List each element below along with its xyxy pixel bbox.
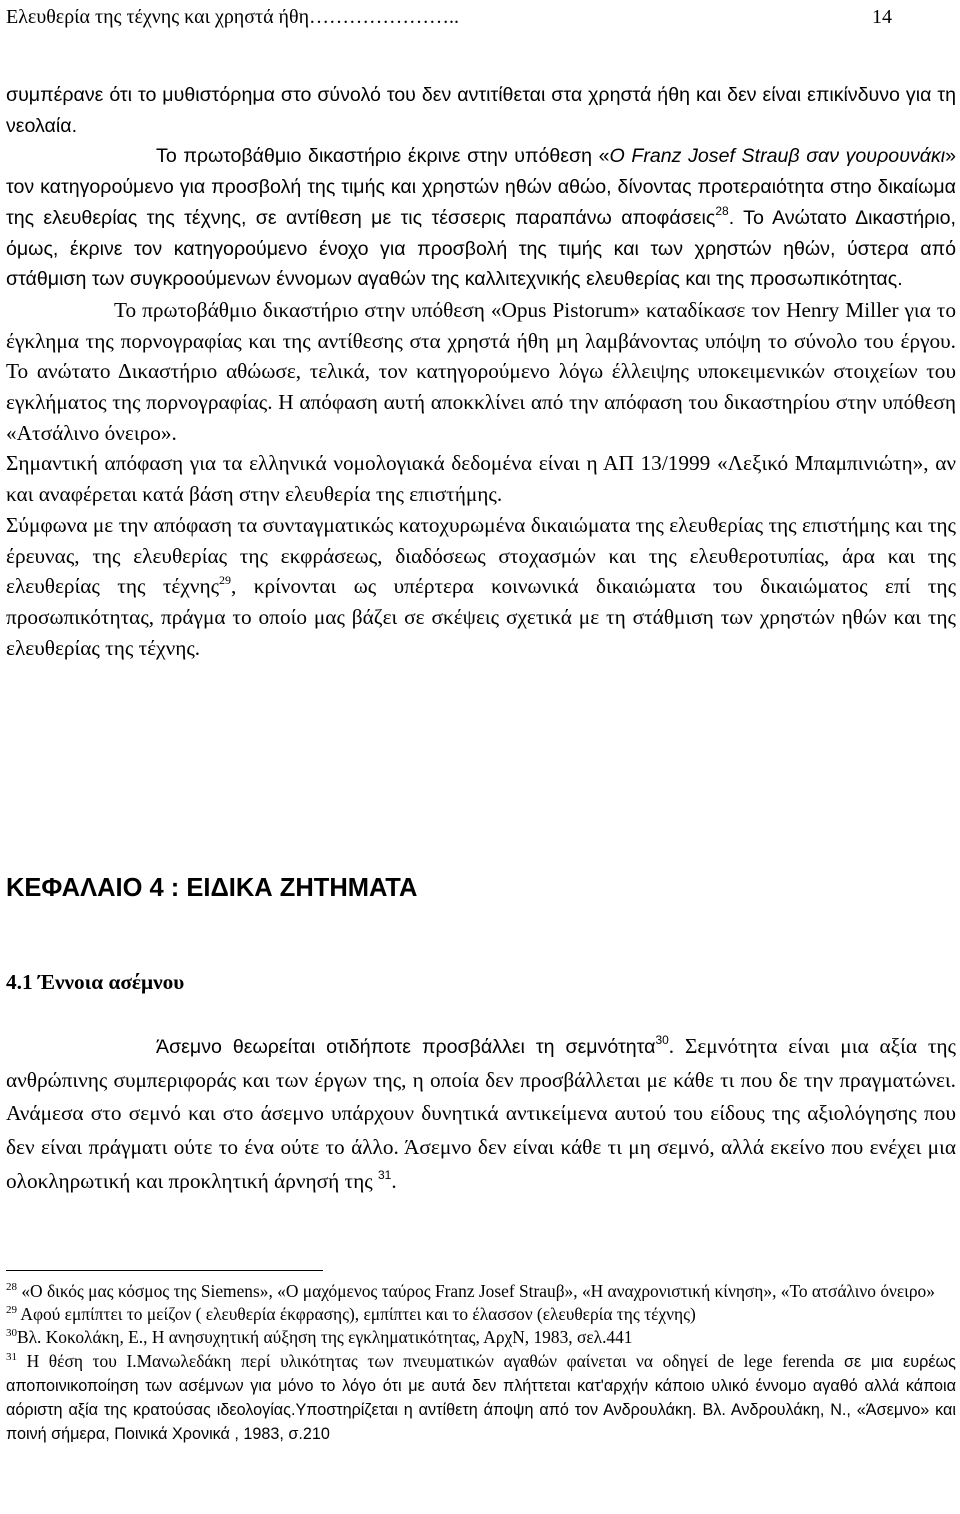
footnote-text: Η θέση του Ι.Μανωλεδάκη περί υλικότητας των πνευματικών αγαθών φαίνεται να οδηγεί de lege ferenda — [17, 1350, 845, 1371]
footnote-28 — [6, 1280, 956, 1303]
running-header — [6, 4, 956, 30]
paragraph — [6, 510, 956, 664]
footnote-number: 31 — [6, 1350, 17, 1363]
section-heading: 4.1 Έννοια ασέμνου — [6, 970, 185, 994]
text-run: » τον κατηγορούμενο για προσβολή της τιμής και χρηστών ηθών αθώο, δίνοντας προτεραιότητα στηο δικαίωμα της ελευθερίας της τέχνης, σε αντίθεση με τις τέσσερις παραπάνω αποφάσεις — [6, 145, 956, 229]
text-run: Σύμφωνα με την απόφαση τα συνταγματικώς κατοχυρωμένα δικαιώματα της ελευθερίας της επιστήμης και της έρευνας, της ελευθερίας της εκφράσεως, διαδόσεως στοχασμών και της ελευθεροτυπίας, άρα και της ελευθερίας της τέχνης — [6, 512, 956, 599]
text-run: Άσεμνο θεωρείται οτιδήποτε προσβάλλει τη σεμνότητα — [156, 1036, 656, 1058]
footnote-text: «Ο δικός μας κόσμος της Siemens», «Ο μαχόμενος ταύρος Franz Josef Strauβ», «Η αναχρονιστική κίνηση», «Το ατσάλινο όνειρο» — [21, 1281, 935, 1301]
footnote-number: 30 — [6, 1327, 17, 1340]
footnote-text: Βλ. Κοκολάκη, Ε., Η ανησυχητική αύξηση της εγκληματικότητας, ΑρχΝ, 1983, σελ.441 — [17, 1327, 633, 1348]
footnote-separator — [6, 1270, 323, 1271]
footnote-ref-30[interactable]: 30 — [655, 1033, 669, 1047]
footnote-text: σε μια ευρέως αποποινικοποίηση των ασέμνων για μόνο το λόγο ότι με αυτά δεν πλήττεται κατ'αρχήν κάποιο υλικό έννομο αγαθό αλλά κάποια αόριστη αξία της κρατούσας ιδεολογίας.Υποστηρίζεται η αντίθετη άποψη από τον Ανδρουλάκη. Βλ. Ανδρουλάκη, Ν., «Άσεμνο» και ποινή σήμερα, Ποινικά Χρονικά , 1983, σ.210 — [6, 1352, 956, 1444]
text-run: Το πρωτοβάθμιο δικαστήριο έκρινε στην υπόθεση « — [156, 145, 610, 168]
section-text — [6, 1030, 956, 1199]
page-number: 14 — [872, 6, 892, 28]
footnote-ref-28[interactable]: 28 — [715, 203, 729, 218]
footnote-29 — [6, 1303, 956, 1326]
footnote-ref-31[interactable]: 31 — [377, 1167, 392, 1182]
header-title: Ελευθερία της τέχνης και χρηστά ήθη………………….. — [6, 6, 460, 28]
text-run: . Σεμνότητα είναι μια αξία της ανθρώπινης συμπεριφοράς και των έργων της, η οποία δεν προσβάλλεται με κάθε τι που δε την πραγματώνει. Ανάμεσα στο σεμνό και στο άσεμνο υπάρχουν δυνητικά αντικείμενα αυτού του είδους της αξιολόγησης που δεν είναι πράγματι ούτε το ένα ούτε το άλλο. Άσεμνο δεν είναι κάθε τι μη σεμνό, αλλά εκείνο που ενέχει μια ολοκληρωτική και προκλητική άρνησή της — [6, 1034, 956, 1193]
text-run: . Το Ανώτατο Δικαστήριο, όμως, έκρινε τον κατηγορούμενο ένοχο για προσβολή της τιμής και των χρηστών ηθών, ύστερα από στάθμιση των συγκροούμενων έννομων αγαθών της καλλιτεχνικής ελευθερίας και της προσωπικότητας. — [6, 206, 956, 291]
footnote-number: 28 — [6, 1281, 17, 1293]
text-run: , κρίνονται ως υπέρτερα κοινωνικά δικαιώματα του δικαιώματος επί της προσωπικότητας, πράγμα το οποίο μας βάζει σε σκέψεις σχετικά με τη στάθμιση των χρηστών ηθών και της ελευθερίας της τέχνης. — [6, 574, 957, 660]
paragraph — [6, 141, 956, 295]
footnote-number: 29 — [6, 1304, 17, 1317]
footnote-text: Αφού εμπίπτει το μείζον ( ελευθερία έκφρασης), εμπίπτει και το έλασσον (ελευθερία της τέχνης) — [20, 1304, 696, 1325]
italic-case-title: Ο Franz Josef Strauβ σαν γουρουνάκι — [609, 145, 946, 168]
footnote-30 — [6, 1326, 956, 1349]
paragraph: συμπέρανε ότι το μυθιστόρημα στο σύνολό του δεν αντιτίθεται στα χρηστά ήθη και δεν είναι επικίνδυνο για τη νεολαία. — [6, 84, 956, 137]
text-run: . — [391, 1168, 397, 1193]
footnote-ref-29[interactable]: 29 — [219, 573, 232, 588]
footnotes — [6, 1280, 956, 1446]
chapter-heading: ΚΕΦΑΛΑΙΟ 4 : ΕΙΔΙΚΑ ΖΗΤΗΜΑΤΑ — [6, 874, 418, 902]
paragraph: Σημαντική απόφαση για τα ελληνικά νομολογιακά δεδομένα είναι η ΑΠ 13/1999 «Λεξικό Μπαμπινιώτη», αν και αναφέρεται κατά βάση στην ελευθερία της επιστήμης. — [6, 451, 956, 507]
paragraph — [6, 1030, 956, 1199]
footnote-31 — [6, 1350, 956, 1447]
paragraph: Το πρωτοβάθμιο δικαστήριο στην υπόθεση «Opus Pistorum» καταδίκασε τον Henry Miller για το έγκλημα της πορνογραφίας και της αντίθεσης στα χρηστά ήθη μη λαμβάνοντας υπόψη το σύνολο του έργου. Το ανώτατο Δικαστήριο αθώωσε, τελικά, τον κατηγορούμενο λόγω έλλειψης υποκειμενικών στοιχείων του εγκλήματος της πορνογραφίας. Η απόφαση αυτή αποκκλίνει από την απόφαση του δικαστηρίου στην υπόθεση «Ατσάλινο όνειρο». — [6, 297, 956, 445]
body-text — [6, 80, 956, 663]
